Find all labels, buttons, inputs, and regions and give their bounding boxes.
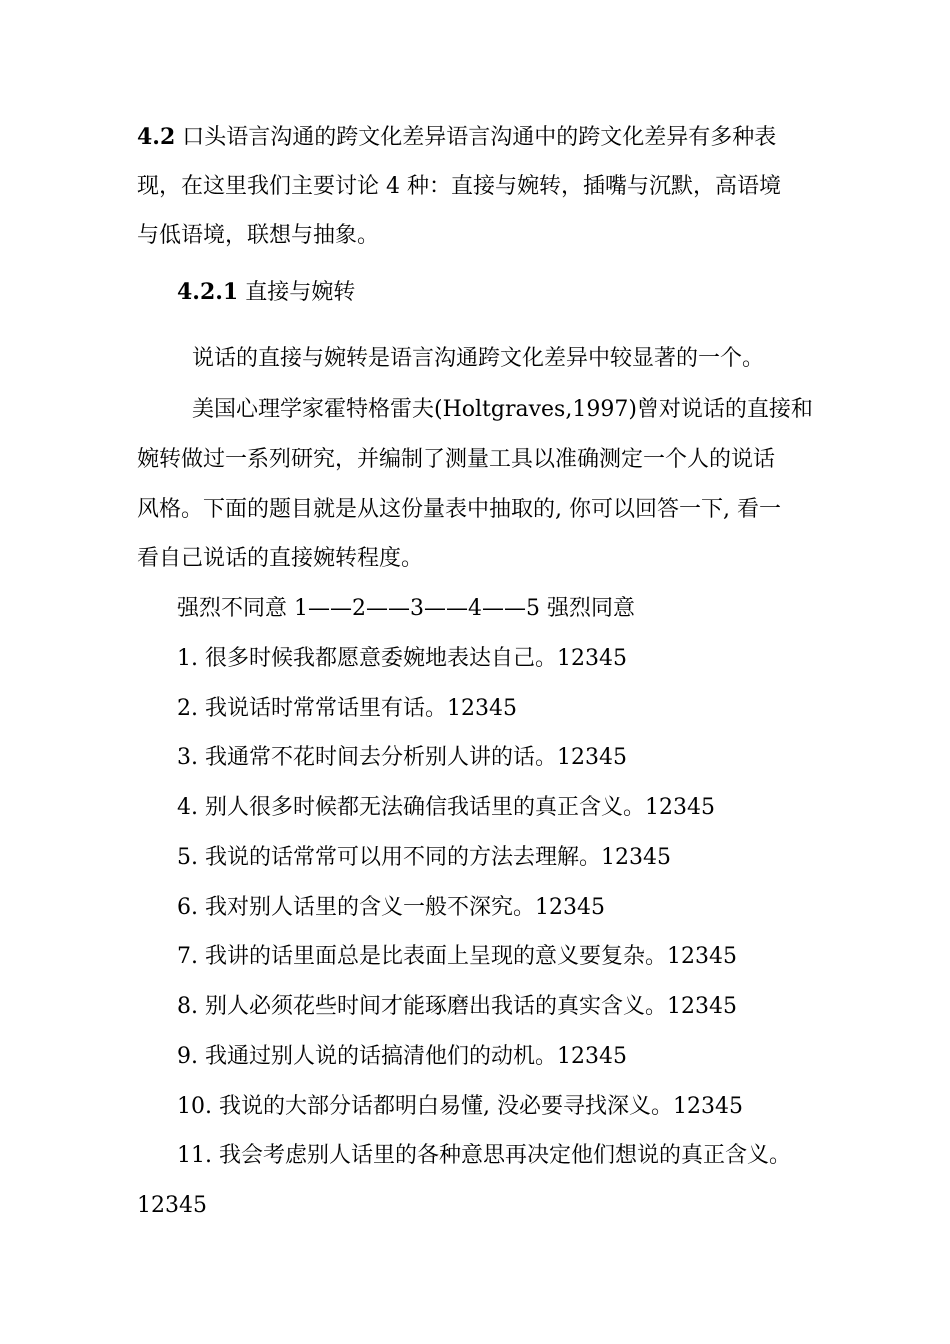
scale-item: 6. 我对别人话里的含义一般不深究。12345 [177, 895, 605, 920]
section-4-2-line-3: 与低语境，联想与抽象。 [137, 223, 380, 248]
scale-item: 2. 我说话时常常话里有话。12345 [177, 696, 517, 721]
section-4-2-line-1 [137, 122, 776, 153]
subsection-number: 4.2.1 [177, 279, 239, 305]
scale-item: 10. 我说的大部分话都明白易懂, 没必要寻找深义。12345 [177, 1094, 743, 1119]
section-4-2-line-2: 现，在这里我们主要讨论 4 种：直接与婉转，插嘴与沉默，高语境 [137, 174, 781, 199]
scale-item-continuation: 12345 [137, 1193, 207, 1218]
section-text: 口头语言沟通的跨文化差异语言沟通中的跨文化差异有多种表 [182, 125, 777, 150]
study-paragraph-line-3: 风格。下面的题目就是从这份量表中抽取的, 你可以回答一下, 看一 [137, 497, 781, 522]
scale-item: 3. 我通常不花时间去分析别人讲的话。12345 [177, 745, 627, 770]
rating-scale: 强烈不同意 1——2——3——4——5 强烈同意 [177, 596, 635, 621]
intro-paragraph: 说话的直接与婉转是语言沟通跨文化差异中较显著的一个。 [192, 346, 765, 371]
scale-item: 5. 我说的话常常可以用不同的方法去理解。12345 [177, 845, 671, 870]
section-number: 4.2 [137, 124, 176, 150]
study-paragraph-line-4: 看自己说话的直接婉转程度。 [137, 546, 424, 571]
study-paragraph-line-1: 美国心理学家霍特格雷夫(Holtgraves,1997)曾对说话的直接和 [192, 397, 813, 422]
scale-item: 11. 我会考虑别人话里的各种意思再决定他们想说的真正含义。 [177, 1143, 791, 1168]
scale-item: 4. 别人很多时候都无法确信我话里的真正含义。12345 [177, 795, 715, 820]
scale-item: 7. 我讲的话里面总是比表面上呈现的意义要复杂。12345 [177, 944, 737, 969]
study-paragraph-line-2: 婉转做过一系列研究，并编制了测量工具以准确测定一个人的说话 [137, 447, 776, 472]
subsection-title: 直接与婉转 [245, 280, 356, 305]
scale-item: 9. 我通过别人说的话搞清他们的动机。12345 [177, 1044, 627, 1069]
scale-item: 8. 别人必须花些时间才能琢磨出我话的真实含义。12345 [177, 994, 737, 1019]
scale-item: 1. 很多时候我都愿意委婉地表达自己。12345 [177, 646, 627, 671]
subsection-heading [177, 277, 355, 308]
